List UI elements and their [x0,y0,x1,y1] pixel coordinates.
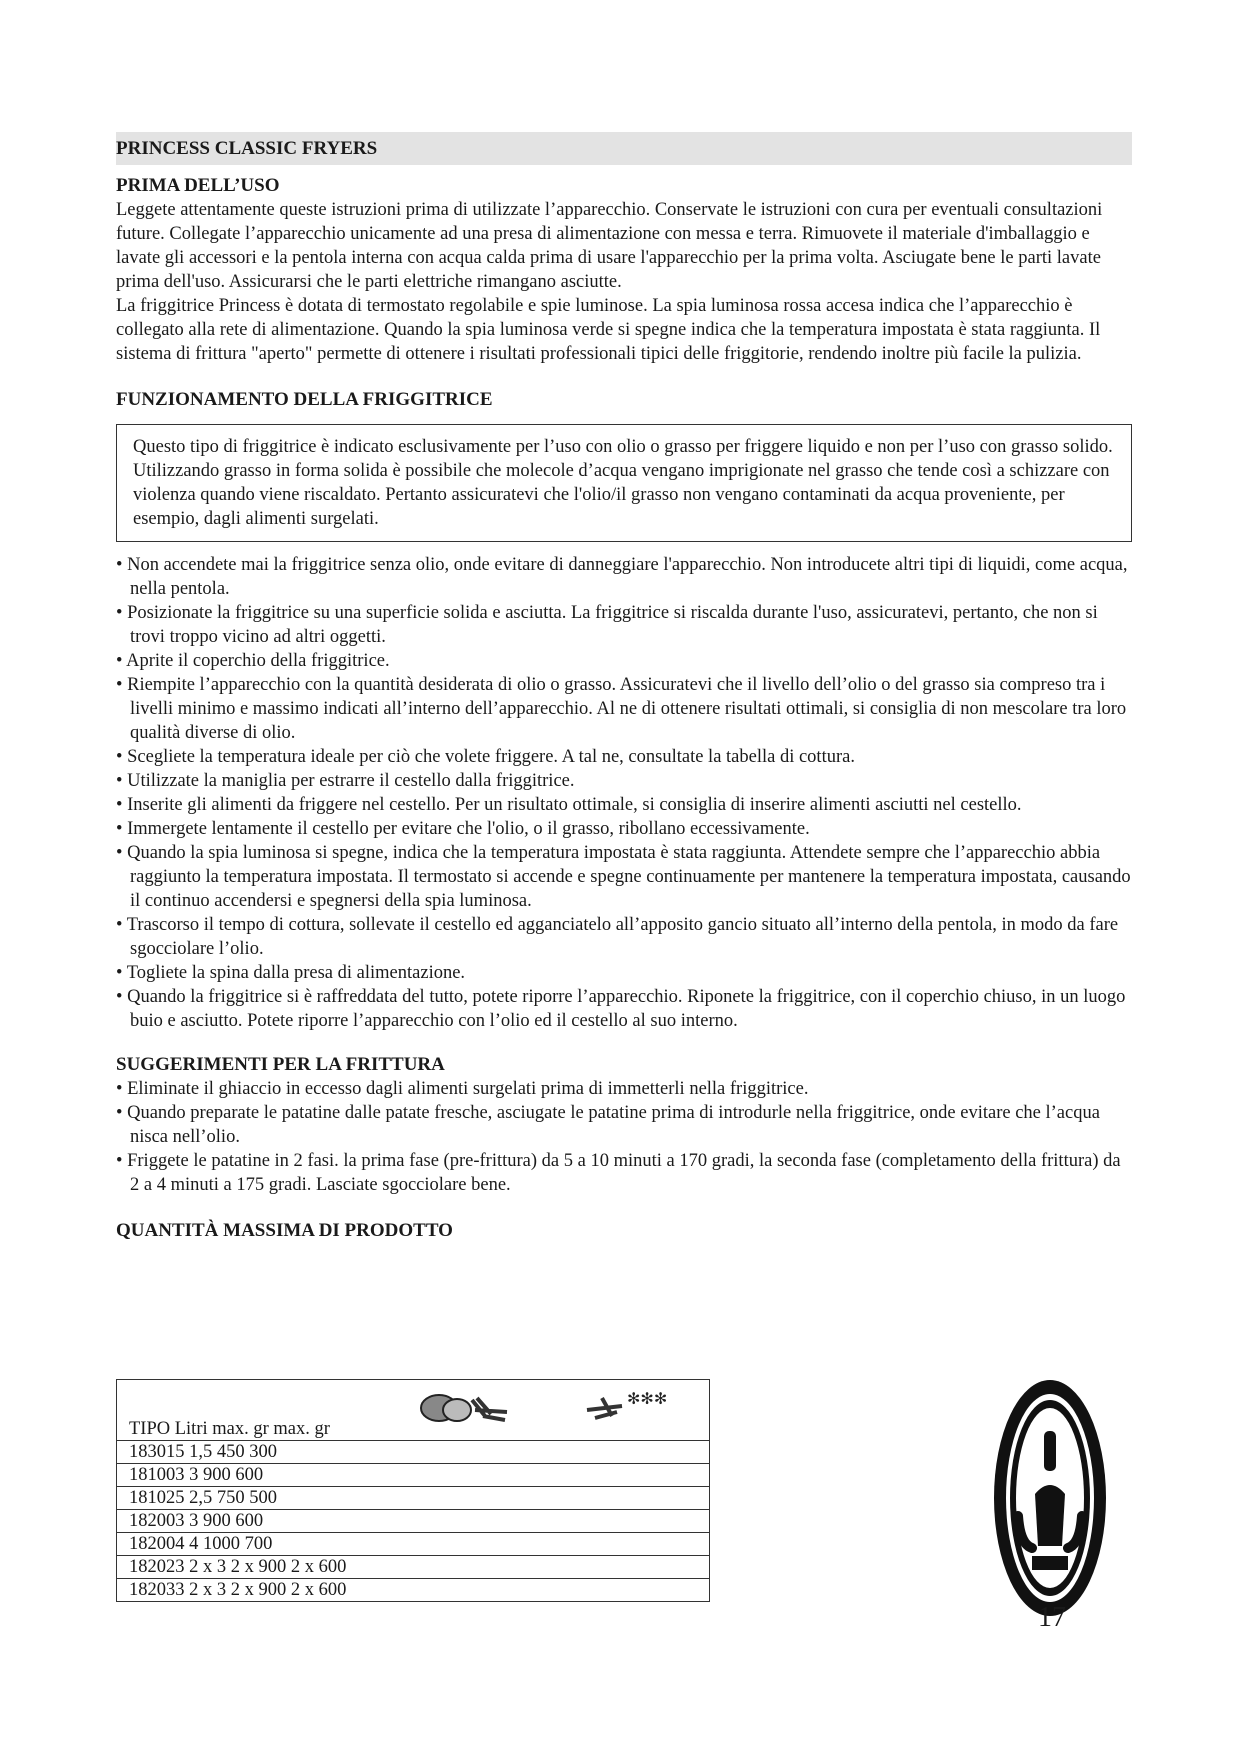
list-item: • Quando la friggitrice si è raffreddata del tutto, potete riporre l’apparecchio. Riponete la friggitrice, con il coperchio chiuso, in un luogo buio e asciutto. Potete riporre l’apparecchio con l’olio ed il cestello al suo interno. [116,987,1126,1031]
fresh-food-icon [421,1395,507,1421]
list-item: • Quando la spia luminosa si spegne, indica che la temperatura impostata è stata raggiunta. Attendete sempre che l’apparecchio abbia raggiunto la temperatura impostata. Il termostato si accende e spegne continuamente per mantenere la temperatura impostata, causando il continuo accendersi e spegnersi della spia luminosa. [116,843,1131,911]
list-item: • Riempite l’apparecchio con la quantità desiderata di olio o grasso. Assicuratevi che il livello dell’olio o del grasso sia compreso tra i livelli minimo e massimo indicati all’interno dell’apparecchio. Al ne di ottenere risultati ottimali, si consiglia di non mescolare tra loro qualità diverse di olio. [116,675,1127,743]
section-heading: SUGGERIMENTI PER LA FRITTURA [116,1054,445,1075]
notice-text: Questo tipo di friggitrice è indicato esclusivamente per l’uso con olio o grasso per friggere liquido e non per l’uso con grasso solido. Utilizzando grasso in forma solida è possibile che molecole d’acqua vengano imprigionate nel grasso che tende così a schizzare con violenza quando viene riscaldato. Pertanto assicuratevi che l'olio/il grasso non vengano contaminati da acqua proveniente, per esempio, dagli alimenti surgelati. [133,437,1113,529]
instruction-list [116,553,1132,1033]
list-item: • Utilizzate la maniglia per estrarre il cestello dalla friggitrice. [116,771,575,791]
section-heading: FUNZIONAMENTO DELLA FRIGGITRICE [116,389,493,410]
table-row: 181003 3 900 600 [117,1464,710,1487]
section-heading: PRIMA DELL’USO [116,175,280,196]
food-icons [417,1386,697,1432]
page-number: 17 [1038,1602,1066,1633]
list-item: • Inserite gli alimenti da friggere nel cestello. Per un risultato ottimale, si consiglia di inserire alimenti asciutti nel cestello. [116,795,1022,815]
page-content [116,132,1132,1243]
frozen-food-icon [587,1389,667,1418]
table-row: 181025 2,5 750 500 [117,1487,710,1510]
svg-text:✻✻✻: ✻✻✻ [627,1389,668,1408]
tips-list [116,1077,1132,1197]
document-title: PRINCESS CLASSIC FRYERS [116,132,1132,165]
list-item: • Posizionate la friggitrice su una superficie solida e asciutta. La friggitrice si riscalda durante l'uso, assicuratevi, pertanto, che non si trovi troppo vicino ad altri oggetti. [116,603,1098,647]
table-header: TIPO Litri max. gr max. gr [129,1419,330,1439]
paragraph: La friggitrice Princess è dotata di termostato regolabile e spie luminose. La spia luminosa rossa accesa indica che l’apparecchio è collegato alla rete di alimentazione. Quando la spia luminosa verde si spegne indica che la temperatura impostata è stata raggiunta. Il sistema di frittura "aperto" permette di ottenere i risultati professionali tipici delle friggitorie, rendendo inoltre più facile la pulizia. [116,296,1101,364]
section-heading: QUANTITÀ MASSIMA DI PRODOTTO [116,1220,453,1241]
table-row: 182003 3 900 600 [117,1510,710,1533]
list-item: • Immergete lentamente il cestello per evitare che l'olio, o il grasso, ribollano eccessivamente. [116,819,810,839]
list-item: • Trascorso il tempo di cottura, sollevate il cestello ed agganciatelo all’apposito gancio situato all’interno della pentola, in modo da fare sgocciolare l’olio. [116,915,1119,959]
list-item: • Quando preparate le patatine dalle patate fresche, asciugate le patatine prima di introdurle nella friggitrice, onde evitare che l’acqua nisca nell’olio. [116,1103,1100,1147]
paragraph: Leggete attentamente queste istruzioni prima di utilizzate l’apparecchio. Conservate le istruzioni con cura per eventuali consultazioni future. Collegate l’apparecchio unicamente ad una presa di alimentazione con messa e terra. Rimuovete il materiale d'imballaggio e lavate gli accessori e la pentola interna con acqua calda prima di usare l'apparecchio per la prima volta. Asciugate bene le parti lavate prima dell'uso. Assicurarsi che le parti elettriche rimangano asciutte. [116,200,1103,292]
section-quantita [116,1219,1132,1243]
list-item: • Aprite il coperchio della friggitrice. [116,651,390,671]
section-funzionamento [116,388,1132,1033]
list-item: • Togliete la spina dalla presa di alimentazione. [116,963,466,983]
section-suggerimenti [116,1053,1132,1197]
table-row: 182004 4 1000 700 [117,1533,710,1556]
list-item: • Non accendete mai la friggitrice senza olio, onde evitare di danneggiare l'apparecchio. Non introducete altri tipi di liquidi, come acqua, nella pentola. [116,555,1128,599]
table-row: 182033 2 x 3 2 x 900 2 x 600 [117,1579,710,1602]
princess-logo-icon [990,1376,1110,1625]
capacity-table [116,1379,710,1602]
table-row: 183015 1,5 450 300 [117,1441,710,1464]
section-prima-uso [116,174,1132,366]
warning-notice-box [116,424,1132,542]
table-header-row [117,1380,710,1441]
list-item: • Scegliete la temperatura ideale per ciò che volete friggere. A tal ne, consultate la tabella di cottura. [116,747,855,767]
list-item: • Friggete le patatine in 2 fasi. la prima fase (pre-frittura) da 5 a 10 minuti a 170 gradi, la seconda fase (completamento della frittura) da 2 a 4 minuti a 175 gradi. Lasciate sgocciolare bene. [116,1151,1121,1195]
list-item: • Eliminate il ghiaccio in eccesso dagli alimenti surgelati prima di immetterli nella friggitrice. [116,1079,809,1099]
table-row: 182023 2 x 3 2 x 900 2 x 600 [117,1556,710,1579]
